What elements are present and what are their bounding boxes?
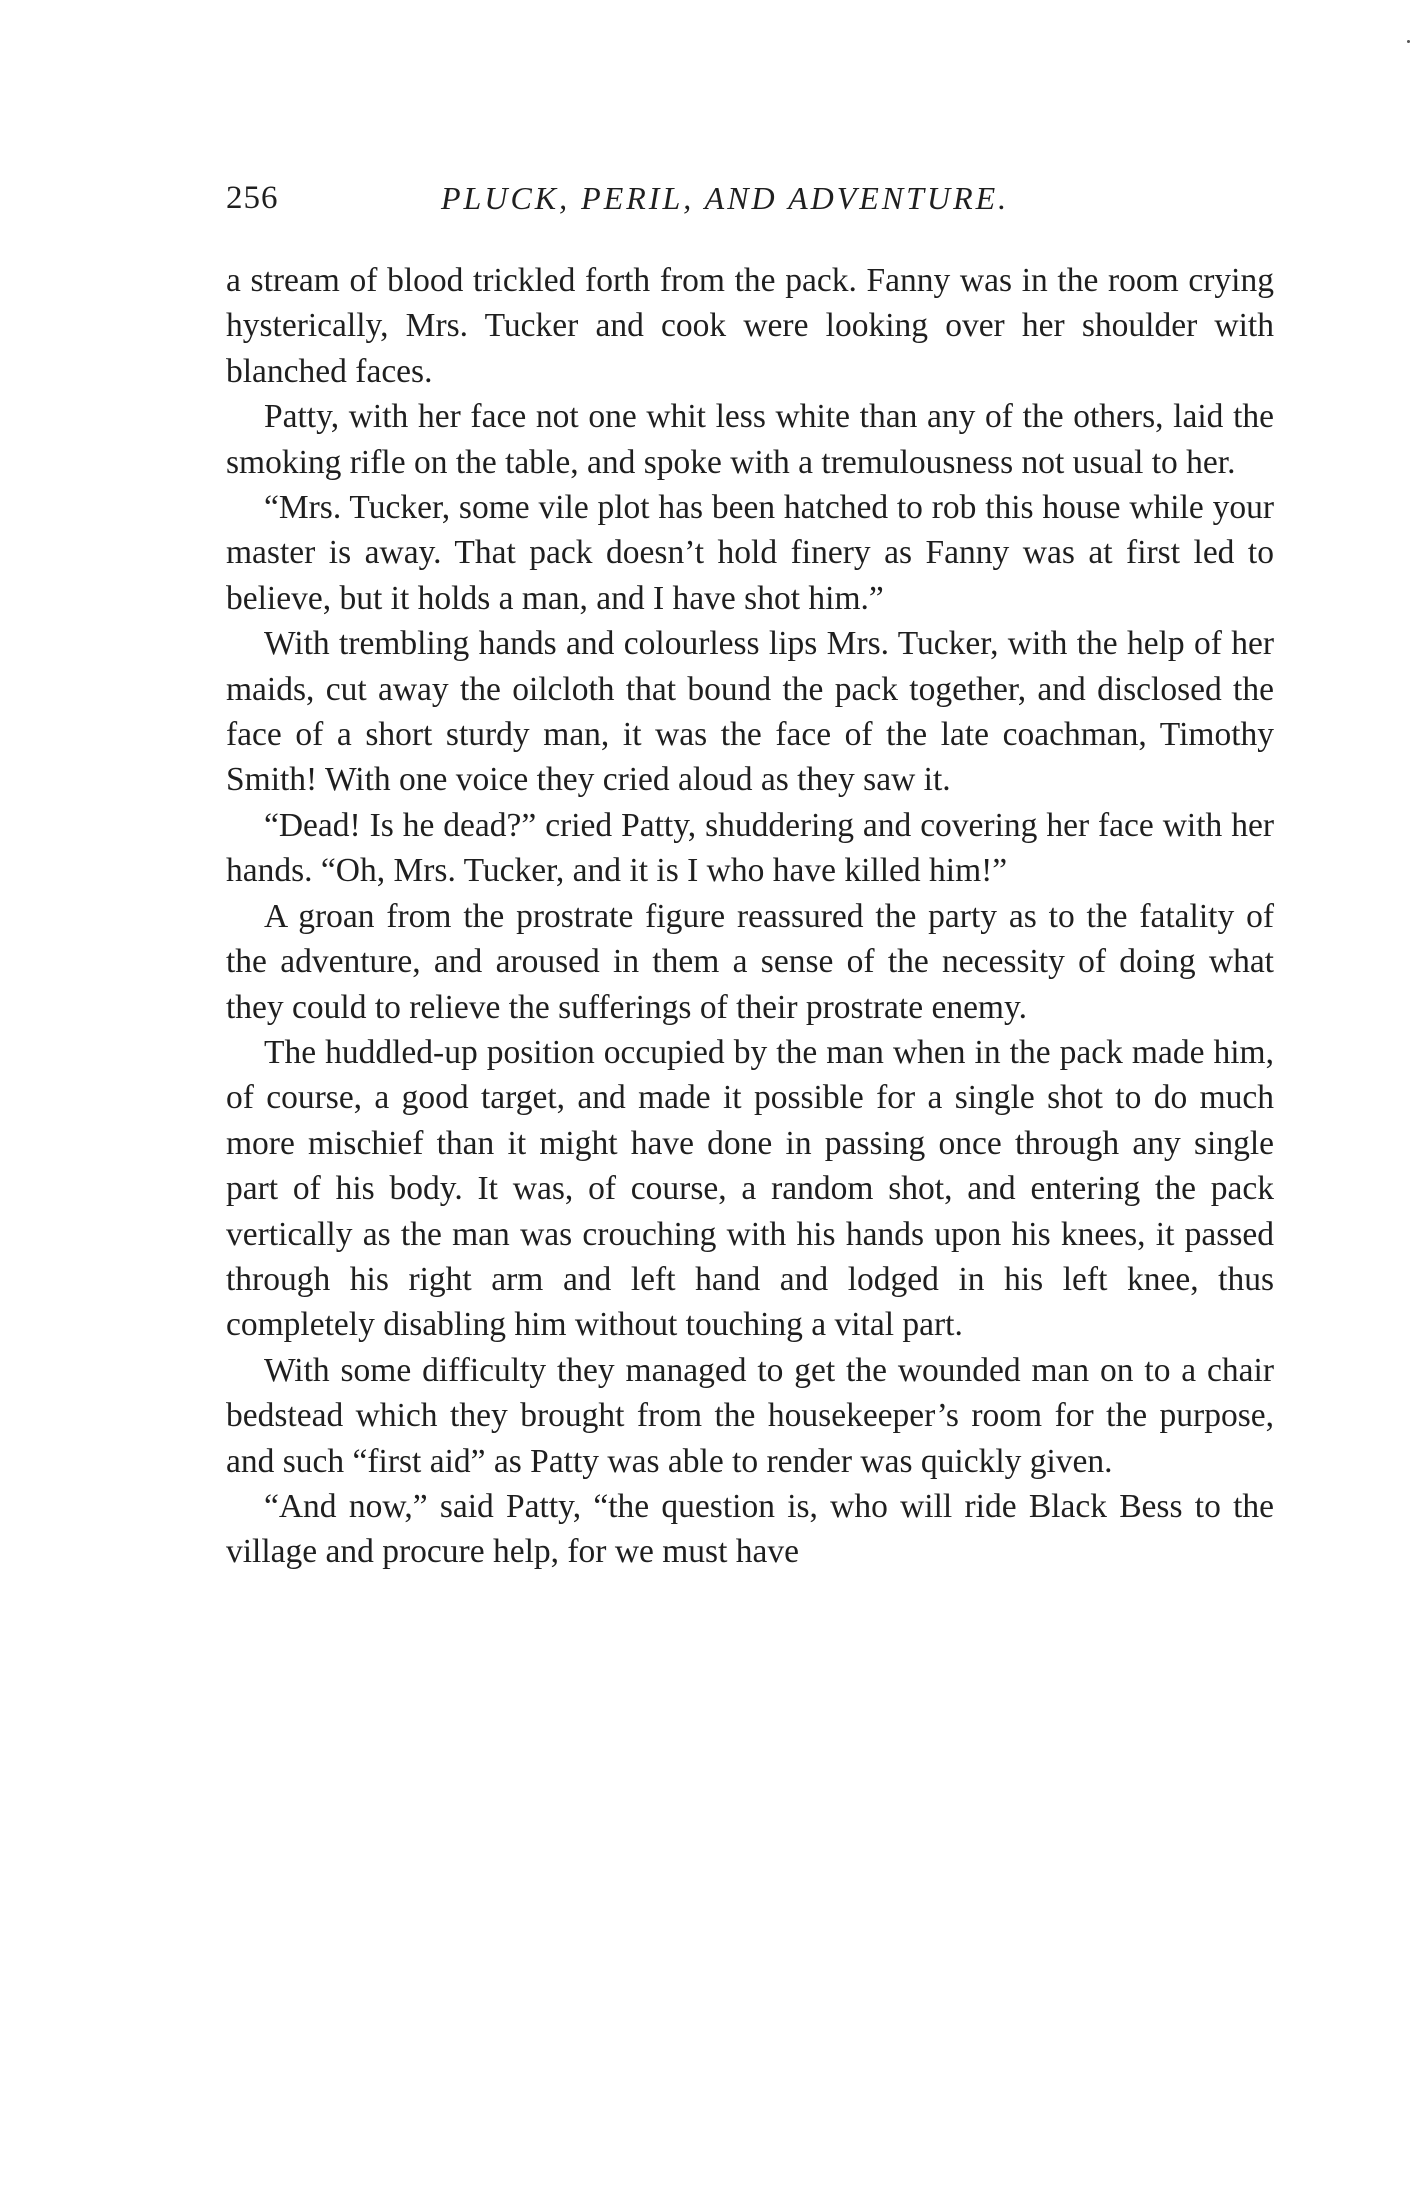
page-number: 256 <box>226 180 279 216</box>
running-head <box>226 180 1281 230</box>
paragraph-3: “Mrs. Tucker, some vile plot has been hatched to rob this house while your master is away. That pack doesn’t hold finery as Fanny was at first led to believe, but it holds a man, and I have shot him.” <box>226 489 1274 617</box>
paragraph-4: With trembling hands and colourless lips Mrs. Tucker, with the help of her maids, cut away the oilcloth that bound the pack together, and disclosed the face of a short sturdy man, it was the face of the late coachman, Timothy Smith! With one voice they cried aloud as they saw it. <box>226 625 1274 799</box>
scan-speck <box>1407 40 1410 43</box>
paragraph-2: Patty, with her face not one whit less white than any of the others, laid the smoking rifle on the table, and spoke with a tremulousness not usual to her. <box>226 398 1274 481</box>
running-title: PLUCK, PERIL, AND ADVENTURE. <box>441 180 1010 216</box>
paragraph-9: “And now,” said Patty, “the question is, who will ride Black Bess to the village and procure help, for we must have <box>226 1487 1274 1571</box>
paragraph-6: A groan from the prostrate figure reassured the party as to the fatality of the adventure, and aroused in them a sense of the necessity of doing what they could to relieve the sufferings of their prostrate enemy. <box>226 897 1274 1026</box>
paragraph-5: “Dead! Is he dead?” cried Patty, shuddering and covering her face with her hands. “Oh, Mrs. Tucker, and it is I who have killed him!” <box>226 806 1274 890</box>
body-text <box>226 258 1274 1575</box>
paragraph-8: With some difficulty they managed to get the wounded man on to a chair bedstead which they brought from the housekeeper’s room for the purpose, and such “first aid” as Patty was able to render was quickly given. <box>226 1351 1274 1480</box>
paragraph-1: a stream of blood trickled forth from the pack. Fanny was in the room crying hysterically, Mrs. Tucker and cook were looking over her shoulder with blanched faces. <box>226 262 1274 390</box>
paragraph-7: The huddled-up position occupied by the man when in the pack made him, of course, a good target, and made it possible for a single shot to do much more mischief than it might have done in passing once through any single part of his body. It was, of course, a random shot, and entering the pack vertically as the man was crouching with his hands upon his knees, it passed through his right arm and left hand and lodged in his left knee, thus completely disabling him without touching a vital part. <box>226 1033 1274 1344</box>
